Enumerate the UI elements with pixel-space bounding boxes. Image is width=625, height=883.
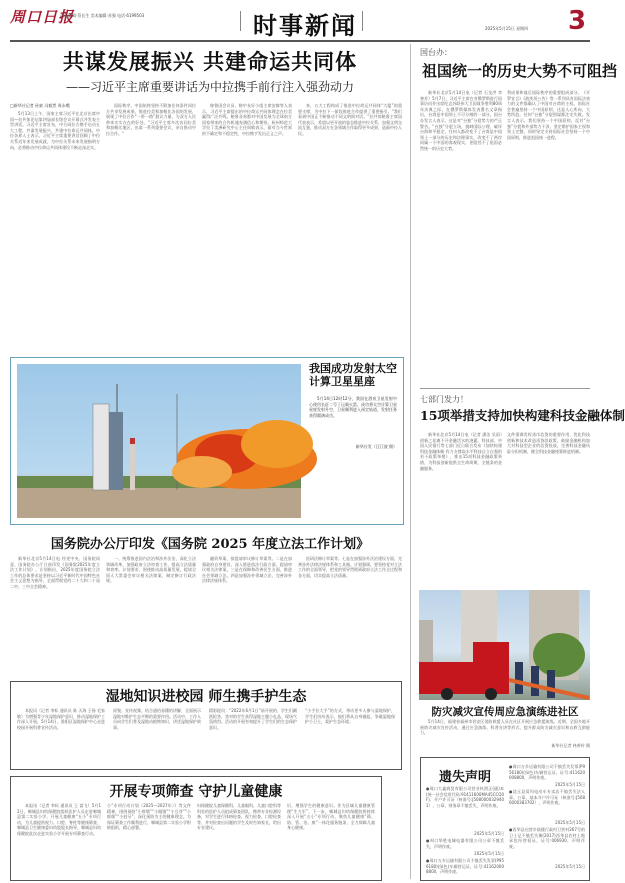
lead-column: 秘鲁国会议员、秘中友好小组主席安黎等人表示，习近平主席提出的中拉命运共同体理念在拉美赢得广泛共鸣。秘鲁各界都对中国发展为全球南方国家带来的合作机遇充满信心和期待。杭州师范大学拉丁美洲研究中心主任周敏表示，面对当今世界的不确定和不稳定性，中拉携手发出正义之声。 — [202, 103, 292, 136]
tech-finance-column: 新华社北京5月14日电（记者 潘洁 吴雨）创新之花离不开金融活水的浇灌。科技部、中国人民银行等七部门近日联合发布《加快构建科技金融体制 有力支撑高水平科技自立自强的若干政策举措》，推出15项科技金融政策举措，为科技创新提供全生命周期、全链条的金融服务。 — [420, 432, 502, 471]
drill-caption-title: 防灾减灾宣传周应急演练进社区 — [431, 706, 579, 718]
emergency-drill-illustration — [419, 590, 590, 700]
wetland-column: 原貌、宣传视频，结合通俗易懂的讲解，全面展示湿地对维护生态平衡的重要作用。活动中，工作人员向学生们普及湿地动植物知识，讲述湿地保护故事。 — [113, 708, 201, 730]
page-number: 3 — [568, 6, 587, 36]
photo-feature-title: 我国成功发射太空计算卫星星座 — [309, 362, 397, 388]
tech-finance-column: 文件强调发挥货币信贷的重要作用，优化科技创新和技术改造再贷款政策，鼓励金融机构加大对科技型企业的信贷投放，完善科技金融风险分担机制，健全科技金融统筹推进机制。 — [507, 432, 590, 454]
lead-column: 来，五大工程构成了推进中拉命运共同体“大厦”的重要支撑，为中拉下一阶段推进合作提供了重要指引。“我们看到中国正不断推动不同文明间对话。”拉共体秘鲁主席国代表表示，希望以更开放的姿态推进中拉关系，加强文明交流互鉴，推动双方在各领域合作取得更多成果，造福中拉人民。 — [298, 103, 402, 136]
lost-notice-date: 2025年5月15日 — [474, 831, 504, 836]
newspaper-logo: 周口日报 — [10, 8, 75, 26]
tech-finance-kicker: 七部门发力！ — [420, 395, 468, 404]
wetland-story-box — [10, 681, 402, 770]
photo-feature-caption: 5月14日12时12分，我国在酒泉卫星发射中心使用长征二号丁运载火箭，成功将太空计算卫星星座发射升空，卫星顺利进入预定轨道，发射任务获得圆满成功。 — [309, 396, 397, 418]
children-health-column: 本报讯（记者 李标 通讯员 王 富飞）5月12日，郸城县妇幼保健院组织医护人员走进郸城县第二实验小学，开展儿童健康“五小”专项行动，为儿童提供视力、口腔、脊柱等健康筛查，郸城县卫生健康委妇幼股股长指导。郸城县妇幼保健院此次走进实验小学开展专项筛查行动。 — [17, 803, 101, 836]
legislation-column: 一、统筹推进国内法治和涉外法治，深化立法领域改革，加强政府立法审查工作，提高立法质量和效率。计划要求，围绕推动高质量发展，提请全国人大常委会审议相关法律案，制定修订行政法规。 — [106, 556, 196, 584]
taiwan-column: 利成果和战后国际秩序的重要组成部分。《开罗宣言》《波茨坦公告》等一系列具有国际法效力的文件都确认了中国对台湾的主权。国际社会普遍坚持一个中国原则，这是人心所向、大势所趋。任何“台独”分裂图谋都注定失败。发言人表示，我们坚持一个中国原则，反对“台独”分裂和外部势力干涉，坚定维护国家主权和领土完整，同时坚定支持国际社会坚持一个中国原则，推进祖国统一进程。 — [507, 90, 590, 140]
taiwan-kicker: 国台办： — [420, 48, 452, 57]
drill-credit: 新华社记者 林善传 摄 — [551, 743, 590, 748]
lost-notice-item: ●周口华胜电城电器有限公司公章不慎丢失，声明作废。 — [426, 838, 504, 849]
issue-date: 2025年5月15日 星期四 — [485, 26, 529, 31]
children-health-box — [10, 776, 382, 881]
wetland-headline: 湿地知识进校园 师生携手护生态 — [105, 689, 307, 705]
section-title: 时事新闻 — [253, 11, 357, 40]
children-health-column: 小”专项行动计划（2025—2027年）》等文件精神，围绕预防“小胖墩”“小眼镜”“小豆芽”“小郁郁”“小蛀牙”，深化预防为主的健康理念。为保证筛查工作顺利进行，郸城县第二实验小学积极组织，精心部署。 — [107, 803, 191, 831]
sidebar-rule — [420, 388, 590, 389]
lead-column: 国际秩序，中国始终坚持不附加任何条件同拉方共享发展成果。推进拉美和加勒比各国的发展，展现了中拉合作“一带一路”倡议力量，为双方人民带来实实在在的好处。“习近平主席多次访问拉美和加勒比地区，出席一系列重要会议，亲自推动中拉合作。” — [106, 103, 196, 136]
lost-notice-item: ●周口大鑫商贸有限公司营业执照正(副)本(统一社会信用代码:91411600MA45CCQ0F)、开户许可证（核准号:J5080000329401）、公章、财务章不慎丢失，声明作废。 — [426, 786, 504, 808]
rocket-launch-illustration — [17, 364, 301, 518]
header-divider — [362, 11, 363, 31]
wetland-column: “小手拉大手”的方式，带动更多人参与湿地保护，学生们纷纷表示，他们将从自身做起，争做湿地保护小卫士，爱护生态环境。 — [305, 708, 395, 725]
lost-notice-date: 2025年5月15日 — [555, 782, 585, 787]
legislation-column: 医研法修订草案等。七是在加强涉外法治建设方面，完善涉外法律法规体系和工具箱。计划强调，要坚持党对立法工作的全面领导，把党的领导贯彻到政府立法工作全过程和各方面，切实提高立法质量。 — [298, 556, 402, 578]
children-health-headline: 开展专项筛查 守护儿童健康 — [109, 784, 283, 800]
lost-notice-item: ●西华县迟营乡陆楼行政村卫营村267号的卫士记不慎丢失豫(2017)西华县农村土地承包经营权证，证号:006930，声明作废。 — [509, 827, 585, 849]
drill-caption: 5月14日，福建省福州市晋安区消防救援人员在社区开展应急救援演练。近期，全国多地开展防灾减灾宣传活动，通过应急演练、科普宣讲等形式，提升群众防灾减灾意识和自救互救能力。 — [420, 719, 590, 736]
lost-notice-box — [420, 757, 590, 881]
photo-feature-frame — [10, 357, 404, 525]
lead-byline: □新华社记者 孙東 冯毅然 周永峨 — [10, 103, 70, 108]
lost-notice-date: 2025年5月15日 — [555, 864, 585, 869]
wetland-column: 精彩提问：“2022年6月1日”前开展的，学生们踊跃抢答，答对的学生获得湿地主题小礼品，现场气氛热烈。活动的开展有效提升了学生们的生态保护意识。 — [209, 708, 297, 730]
lost-notice-item-continued: ●周口万乡运输有限公司不慎丢失发票(P956180)(绿色)车辆营运证，证号:411620008800，声明作废。 — [509, 764, 585, 781]
lost-notice-item: ●周口万乡运输有限公司不慎丢失发票(P956180)(绿色)车辆营运证，证号:411620008800，声明作废。 — [426, 858, 504, 875]
photo-feature-credit: 新华社发（汪江波 摄） — [355, 444, 397, 449]
lost-notice-date: 2025年5月15日 — [555, 820, 585, 825]
masthead — [0, 0, 600, 40]
lead-headline: 共谋发展振兴 共建命运共同体 — [62, 50, 358, 74]
editor-credits: 责任编辑·蔡长生 美术编辑·苏强 电话·6199503 — [60, 13, 145, 18]
tech-finance-headline: 15项举措支持加快构建科技金融体制 — [420, 408, 625, 423]
legislation-column: 融资草案、拟提请审议修订草案等。二是在加强政府自身建设、深入推进依法行政方面，提请审议相关法律案。三是在保障和改善民生方面，推进社会领域立法。四是加强涉外领域立法，完善涉外法律法规体系。 — [202, 556, 292, 584]
children-health-column: 识，增强学生的健康意识。作为区域儿童健康管理“生力军”，下一步，郸城县妇幼保健院将持续深入开展“五小”专项行动，聚焦儿童健康“筛、防、管、治、康”一体化服务链条，全力保障儿童身心健康。 — [287, 803, 375, 831]
lost-notice-date: 2025年5月15日 — [474, 851, 504, 856]
header-rule — [10, 40, 590, 42]
wetland-column: 本报讯（记者 李标 通讯员 陈 天海 王扬 毛家敏）为增强青少年湿地保护意识，推动湿地保护工作深入开展，5月14日，淮阳区湿地保护中心走进校园开展科普宣传活动。 — [17, 708, 105, 730]
children-health-column: 妇保健院儿童保健科、儿童眼科、儿童口腔科等科室的医护人员组成筛查团队，携带专业检测设备，对学生进行体格检查、视力检查、口腔检查等，并对检查出问题的学生及时告知家长，给出专业建议。 — [197, 803, 281, 831]
taiwan-headline: 祖国统一的历史大势不可阻挡 — [422, 62, 618, 80]
lost-notice-item: ●沈丘县爱玛电动车专卖店不慎丢失法人章、公章、基本开户许可证（核准号:J5080000383702），声明作废。 — [509, 789, 585, 806]
header-divider — [240, 11, 241, 31]
lead-subheadline: ——习近平主席重要讲话为中拉携手前行注入强劲动力 — [65, 80, 354, 94]
taiwan-column: 新华社北京5月14日电（记者 石龙洪 李寒芳）5月7日，习近平主席在对俄罗斯进行国事访问并出席纪念苏联伟大卫国战争胜利80周年庆典之际，在俄罗斯媒体发表署名文章指出，台湾是中国领土不可分割的一部分。国台办发言人表示，这是对“台独”分裂势力的严正警告。“台独”分裂立场，挑衅国际公理，破坏台海和平稳定，任何人都改变不了台湾是中国领土一部分的历史和法理事实，改变不了两岸同属一个中国的客观现实，更阻挡不了祖国必然统一的历史大势。 — [420, 90, 502, 151]
rocket-launch-photo — [17, 364, 301, 518]
legislation-headline: 国务院办公厅印发《国务院 2025 年度立法工作计划》 — [50, 537, 370, 552]
emergency-drill-photo — [419, 590, 590, 700]
lost-notice-title: 遗失声明 — [438, 770, 491, 785]
legislation-column: 新华社北京5月14日电 经党中央、国务院同意，国务院办公厅日前印发《国务院2025年度立法工作计划》。计划指出，2025年度国务院立法工作的总体要求是坚持以习近平新时代中国特色社会主义思想为指导，全面贯彻党的二十大和二十届二中、三中全会精神。 — [10, 556, 100, 589]
lead-column: 5月13日上午，国家主席习近平在北京出席中国—拉共体论坛第四届部长级会议开幕式并发表主旨讲话。习近平主席宣布，中方同拉方携手启动五大工程，共谋发展振兴，共建中拉命运共同体。中拉各界人士表示，习近平主席重要讲话回顾了中拉关系近年来发展成就，为中拉关系未来发展指明方向，必将推动中拉命运共同体建设不断走深走实。 — [10, 111, 100, 150]
column-divider — [410, 44, 411, 879]
